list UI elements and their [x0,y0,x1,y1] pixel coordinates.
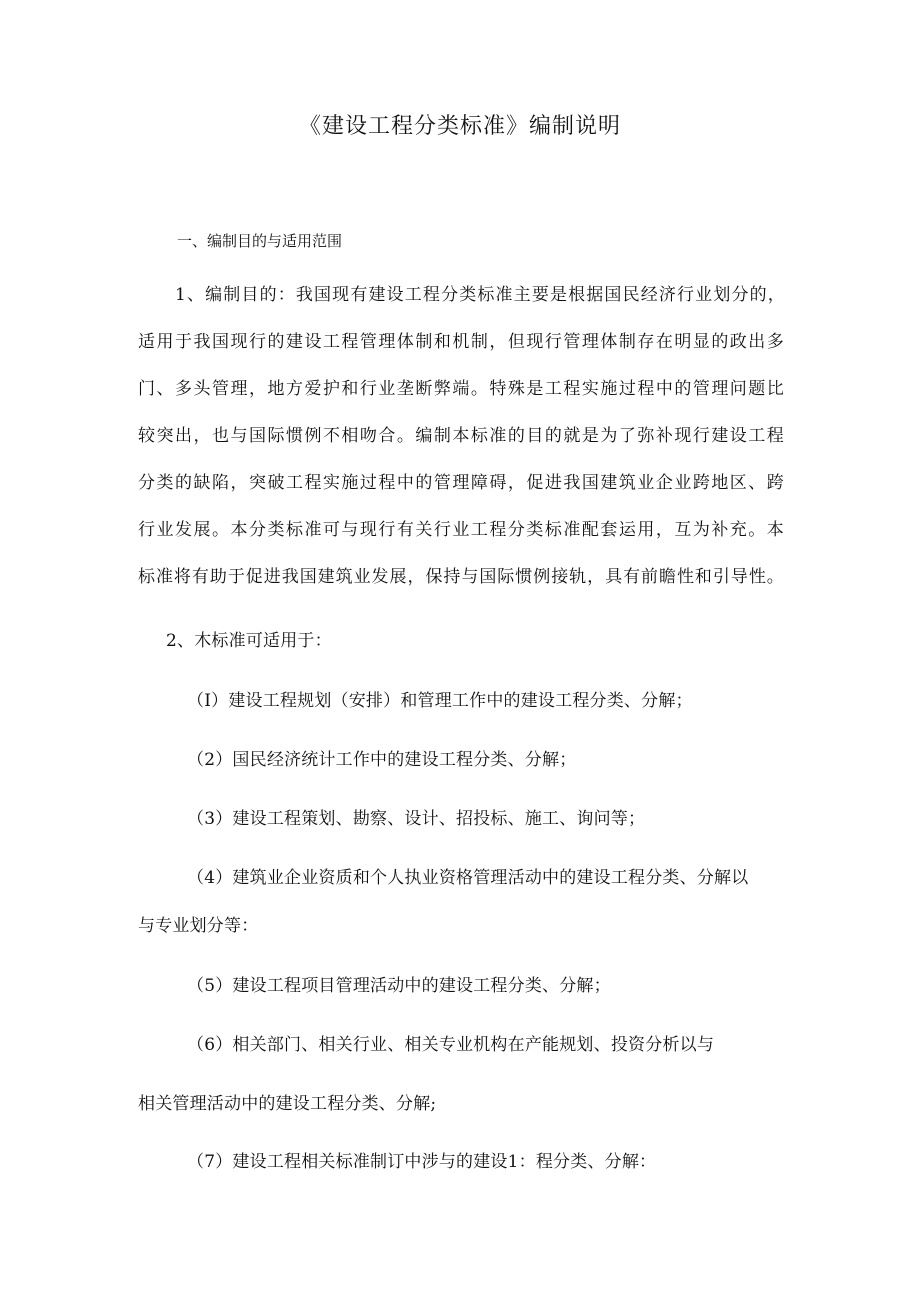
list-item: （4）建筑业企业资质和个人执业资格管理活动中的建设工程分类、分解以 [187,868,749,888]
list-item: （3）建设工程策划、勘察、设计、招投标、施工、询问等； [187,809,646,829]
list-item: （6）相关部门、相关行业、相关专业机构在产能规划、投资分析以与 [187,1035,715,1055]
paragraph-line: 适用于我国现行的建设工程管理体制和机制，但现行管理体制存在明显的政出多 [138,332,784,352]
list-item: （5）建设工程项目管理活动中的建设工程分类、分解； [187,976,611,996]
list-item: （2）国民经济统计工作中的建设工程分类、分解； [187,750,577,770]
paragraph-line: 行业发展。本分类标准可与现行有关行业工程分类标准配套运用，互为补充。本 [138,520,784,540]
list-item-continuation: 与专业划分等： [138,916,259,936]
paragraph-line: 较突出，也与国际惯例不相吻合。编制本标准的目的就是为了弥补现行建设工程 [138,426,784,446]
paragraph-line: 1、编制目的：我国现有建设工程分类标准主要是根据国民经济行业划分的， [175,285,785,305]
paragraph-line: 门、多头管理，地方爱护和行业垄断弊端。特殊是工程实施过程中的管理问题比 [138,379,784,399]
applicability-intro: 2、木标准可适用于： [166,631,332,651]
list-item: （I）建设工程规划（安排）和管理工作中的建设工程分类、分解； [187,691,693,711]
document-title: 《建设工程分类标准》编制说明 [298,114,621,139]
list-item: （7）建设工程相关标准制订中涉与的建设1：程分类、分解： [187,1152,657,1172]
section-heading: 一、编制目的与适用范围 [177,232,343,250]
paragraph-line: 标准将有助于促进我国建筑业发展，保持与国际惯例接轨，具有前瞻性和引导性。 [138,567,784,587]
paragraph-line: 分类的缺陷，突破工程实施过程中的管理障碍，促进我国建筑业企业跨地区、跨 [138,473,784,493]
list-item-continuation: 相关管理活动中的建设工程分类、分解; [138,1094,437,1114]
